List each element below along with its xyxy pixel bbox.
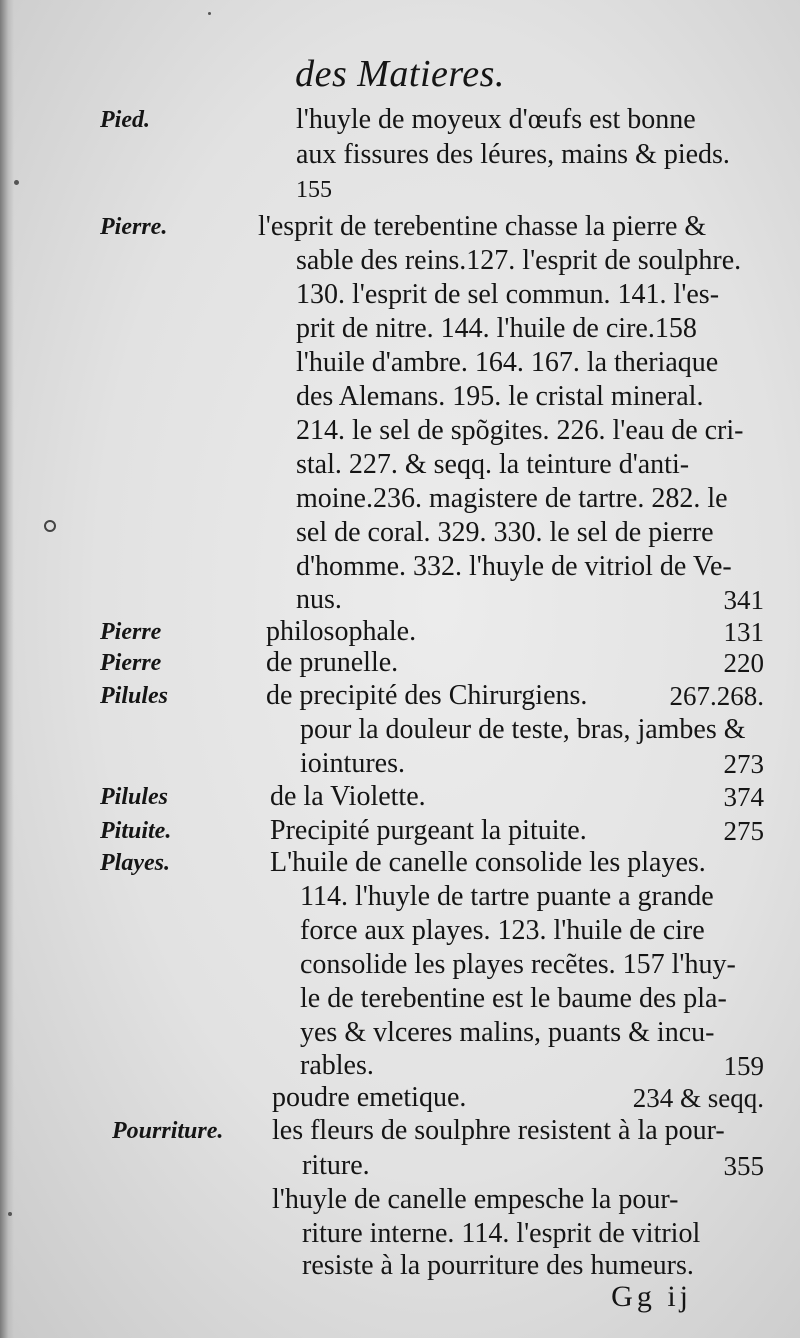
ink-speck: [14, 180, 19, 185]
entry-text: yes & vlceres malins, puants & incu-: [300, 1017, 715, 1048]
entry-page-ref: 220: [723, 648, 764, 678]
entry-keyword: Playes.: [100, 850, 170, 876]
entry-text: 130. l'esprit de sel commun. 141. l'es-: [296, 279, 720, 310]
entry-text: stal. 227. & seqq. la teinture d'anti-: [296, 449, 690, 480]
entry-keyword: Pierre: [100, 619, 162, 645]
entry-text: de prunelle.: [266, 647, 399, 678]
entry-text: pour la douleur de teste, bras, jambes &: [300, 714, 746, 745]
index-line: [0, 1111, 800, 1151]
entry-text: l'huyle de canelle empesche la pour-: [272, 1184, 679, 1215]
index-line: [0, 170, 800, 210]
entry-text: l'huile d'ambre. 164. 167. la theriaque: [296, 347, 719, 378]
entry-page-ref: 234 & seqq.: [632, 1083, 764, 1113]
entry-text: rables.: [300, 1050, 374, 1081]
entry-text: aux fissures des léures, mains & pieds.: [296, 139, 730, 170]
entry-text: consolide les playes recẽtes. 157 l'huy-: [300, 949, 736, 980]
entry-keyword: Pilules: [100, 784, 169, 810]
entry-text: l'esprit de terebentine chasse la pierre &: [258, 211, 707, 242]
entry-page-ref: 275: [723, 816, 764, 846]
entry-text: sel de coral. 329. 330. le sel de pierre: [296, 517, 714, 548]
entry-keyword: Pilules: [100, 683, 169, 709]
entry-keyword: Pierre: [100, 650, 162, 676]
entry-keyword: Pourriture.: [112, 1118, 224, 1144]
entry-text: philosophale.: [266, 616, 417, 647]
entry-text: nus.: [296, 584, 342, 615]
entry-text: 114. l'huyle de tartre puante a grande: [300, 881, 714, 912]
entry-text: poudre emetique.: [272, 1082, 467, 1113]
entry-page-ref: 273: [723, 749, 764, 779]
entry-text: de precipité des Chirurgiens.: [266, 680, 588, 711]
entry-text: d'homme. 332. l'huyle de vitriol de Ve-: [296, 551, 732, 582]
entry-page-ref: 131: [723, 617, 764, 647]
entry-text: force aux playes. 123. l'huile de cire: [300, 915, 705, 946]
entry-text: prit de nitre. 144. l'huile de cire.158: [296, 313, 697, 344]
entry-text: l'huyle de moyeux d'œufs est bonne: [296, 104, 696, 135]
entry-keyword: Pierre.: [100, 214, 168, 240]
ink-speck: [44, 520, 56, 532]
entry-page-ref: 159: [723, 1051, 764, 1081]
entry-text: sable des reins.127. l'esprit de soulphre.: [296, 245, 742, 276]
signature-mark: Gg ij: [611, 1280, 692, 1313]
entry-text: resiste à la pourriture des humeurs.: [302, 1250, 694, 1281]
entry-text: riture interne. 114. l'esprit de vitriol: [302, 1218, 701, 1249]
entry-text: le de terebentine est le baume des pla-: [300, 983, 727, 1014]
entry-page-ref: 267.268.: [669, 681, 764, 711]
entry-text: riture.: [302, 1150, 370, 1181]
entry-text: 214. le sel de spõgites. 226. l'eau de cri-: [296, 415, 744, 446]
entry-text: moine.236. magistere de tartre. 282. le: [296, 483, 728, 514]
index-line: [0, 135, 800, 175]
entry-text: des Alemans. 195. le cristal mineral.: [296, 381, 704, 412]
entry-text: L'huile de canelle consolide les playes.: [270, 847, 706, 878]
entry-text: Precipité purgeant la pituite.: [270, 815, 587, 846]
entry-page-ref: 341: [723, 585, 764, 615]
entry-text: de la Violette.: [270, 781, 426, 812]
entry-text: les fleurs de soulphre resistent à la pour-: [272, 1115, 725, 1146]
ink-speck: [208, 12, 211, 15]
entry-text: iointures.: [300, 748, 405, 779]
entry-page-ref: 355: [723, 1151, 764, 1181]
entry-text: 155: [296, 177, 332, 203]
index-line: [0, 100, 800, 140]
entry-page-ref: 374: [723, 782, 764, 812]
entry-keyword: Pied.: [100, 107, 150, 133]
entry-keyword: Pituite.: [100, 818, 172, 844]
ink-speck: [8, 1212, 12, 1216]
running-head: des Matieres.: [295, 53, 505, 95]
